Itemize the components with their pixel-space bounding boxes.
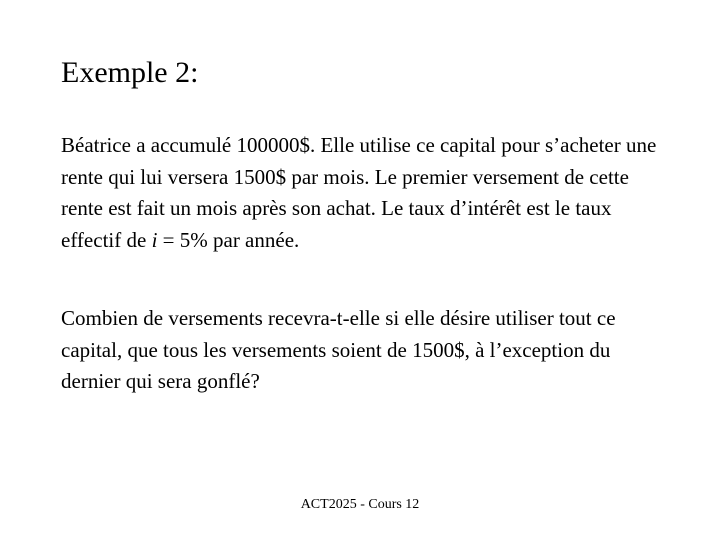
interest-rate-variable: i xyxy=(151,227,158,252)
problem-question: Combien de versements recevra-t-elle si elle désire utiliser tout ce capital, que tous les versements soient de 1500$, à l’exception du dernier qui sera gonflé? xyxy=(61,306,616,393)
problem-statement xyxy=(61,130,661,256)
problem-statement-rate: = 5% par année. xyxy=(157,227,300,252)
slide-title: Exemple 2: xyxy=(61,56,199,89)
slide-footer: ACT2025 - Cours 12 xyxy=(300,497,420,512)
problem-statement-text: Béatrice a accumulé 100000$. Elle utilise ce capital pour s’acheter une rente qui lui versera 1500$ par mois. Le premier versement de cette rente est fait un mois après son achat. Le taux d’intérêt est le taux effectif de xyxy=(61,133,657,252)
